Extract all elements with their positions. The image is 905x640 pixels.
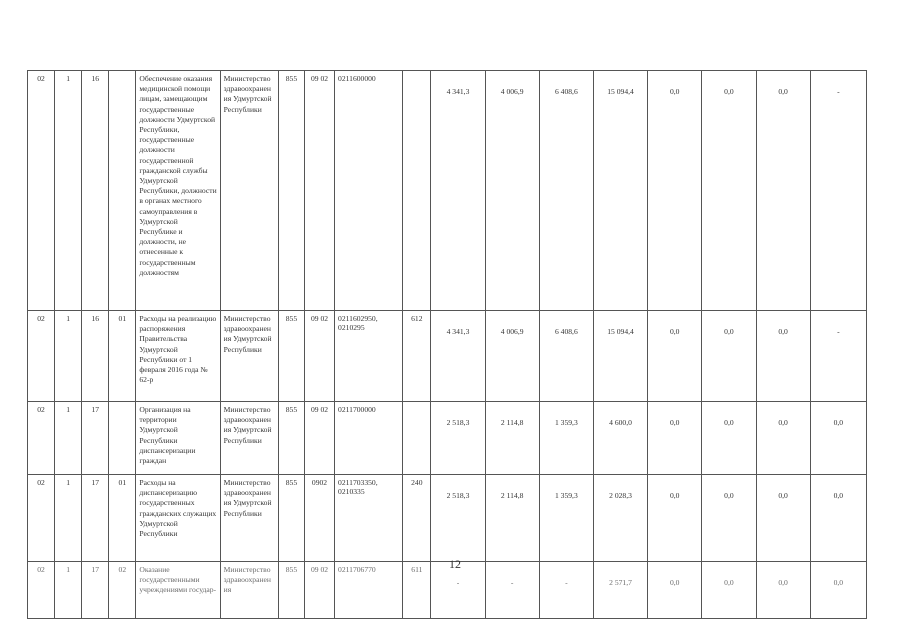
value-5-cell: 0,0 xyxy=(648,311,702,402)
table-row xyxy=(28,475,867,562)
value-2-cell: 2 114,8 xyxy=(485,475,539,562)
code-m-cell: 01 xyxy=(109,311,136,402)
rz-pr-cell: 09 02 xyxy=(304,402,334,475)
value-3-cell: - xyxy=(539,562,593,619)
value-7-cell: 0,0 xyxy=(756,311,810,402)
csr-cell: 0211700000 xyxy=(335,402,403,475)
executor-cell: Министерство здравоохранения Удмуртской Республики xyxy=(220,71,278,311)
grbs-cell: 855 xyxy=(278,71,304,311)
code-pp-cell: 1 xyxy=(55,475,82,562)
value-3-cell: 1 359,3 xyxy=(539,475,593,562)
code-m-cell: 02 xyxy=(109,562,136,619)
csr-cell: 0211602950, 0210295 xyxy=(335,311,403,402)
code-gp-cell: 02 xyxy=(28,562,55,619)
value-8-cell: 0,0 xyxy=(810,562,866,619)
code-om-cell: 17 xyxy=(82,402,109,475)
value-8-cell: 0,0 xyxy=(810,402,866,475)
code-gp-cell: 02 xyxy=(28,71,55,311)
value-6-cell: 0,0 xyxy=(702,402,756,475)
executor-cell: Министерство здравоохранения xyxy=(220,562,278,619)
value-5-cell: 0,0 xyxy=(648,402,702,475)
value-7-cell: 0,0 xyxy=(756,475,810,562)
executor-cell: Министерство здравоохранения Удмуртской Республики xyxy=(220,475,278,562)
code-m-cell xyxy=(109,71,136,311)
csr-cell: 0211706770 xyxy=(335,562,403,619)
value-7-cell: 0,0 xyxy=(756,562,810,619)
value-8-cell: - xyxy=(810,311,866,402)
csr-cell: 0211703350, 0210335 xyxy=(335,475,403,562)
value-4-cell: 4 600,0 xyxy=(593,402,647,475)
rz-pr-cell: 09 02 xyxy=(304,562,334,619)
value-1-cell: 4 341,3 xyxy=(431,71,485,311)
value-5-cell: 0,0 xyxy=(648,475,702,562)
table-row xyxy=(28,311,867,402)
code-om-cell: 17 xyxy=(82,475,109,562)
code-gp-cell: 02 xyxy=(28,311,55,402)
value-1-cell: 4 341,3 xyxy=(431,311,485,402)
code-m-cell: 01 xyxy=(109,475,136,562)
vr-cell: 612 xyxy=(403,311,431,402)
vr-cell: 240 xyxy=(403,475,431,562)
grbs-cell: 855 xyxy=(278,562,304,619)
code-gp-cell: 02 xyxy=(28,402,55,475)
value-6-cell: 0,0 xyxy=(702,71,756,311)
grbs-cell: 855 xyxy=(278,402,304,475)
value-8-cell: - xyxy=(810,71,866,311)
code-pp-cell: 1 xyxy=(55,402,82,475)
rz-pr-cell: 0902 xyxy=(304,475,334,562)
value-7-cell: 0,0 xyxy=(756,71,810,311)
value-5-cell: 0,0 xyxy=(648,71,702,311)
page-number: 12 xyxy=(449,557,461,571)
activity-name-cell: Расходы на диспансеризацию государственных гражданских служащих Удмуртской Республики xyxy=(136,475,220,562)
value-1-cell: - xyxy=(431,562,485,619)
value-1-cell: 2 518,3 xyxy=(431,402,485,475)
code-pp-cell: 1 xyxy=(55,311,82,402)
value-6-cell: 0,0 xyxy=(702,562,756,619)
value-6-cell: 0,0 xyxy=(702,311,756,402)
value-5-cell: 0,0 xyxy=(648,562,702,619)
value-4-cell: 2 571,7 xyxy=(593,562,647,619)
value-2-cell: 4 006,9 xyxy=(485,71,539,311)
value-3-cell: 6 408,6 xyxy=(539,71,593,311)
activity-name-cell: Организация на территории Удмуртской Республики диспансеризации граждан xyxy=(136,402,220,475)
csr-cell: 0211600000 xyxy=(335,71,403,311)
budget-table xyxy=(27,70,867,619)
table-row xyxy=(28,71,867,311)
vr-cell xyxy=(403,402,431,475)
code-m-cell xyxy=(109,402,136,475)
executor-cell: Министерство здравоохранения Удмуртской Республики xyxy=(220,402,278,475)
value-2-cell: 4 006,9 xyxy=(485,311,539,402)
budget-table-container xyxy=(27,70,867,595)
code-gp-cell: 02 xyxy=(28,475,55,562)
rz-pr-cell: 09 02 xyxy=(304,71,334,311)
value-4-cell: 15 094,4 xyxy=(593,71,647,311)
activity-name-cell: Оказание государственными учреждениями государ- xyxy=(136,562,220,619)
value-3-cell: 1 359,3 xyxy=(539,402,593,475)
value-7-cell: 0,0 xyxy=(756,402,810,475)
value-3-cell: 6 408,6 xyxy=(539,311,593,402)
table-row xyxy=(28,402,867,475)
code-om-cell: 17 xyxy=(82,562,109,619)
executor-cell: Министерство здравоохранения Удмуртской Республики xyxy=(220,311,278,402)
value-4-cell: 2 028,3 xyxy=(593,475,647,562)
value-8-cell: 0,0 xyxy=(810,475,866,562)
value-4-cell: 15 094,4 xyxy=(593,311,647,402)
value-2-cell: - xyxy=(485,562,539,619)
code-pp-cell: 1 xyxy=(55,562,82,619)
grbs-cell: 855 xyxy=(278,475,304,562)
vr-cell xyxy=(403,71,431,311)
code-om-cell: 16 xyxy=(82,311,109,402)
vr-cell: 611 xyxy=(403,562,431,619)
value-1-cell: 2 518,3 xyxy=(431,475,485,562)
code-pp-cell: 1 xyxy=(55,71,82,311)
value-6-cell: 0,0 xyxy=(702,475,756,562)
rz-pr-cell: 09 02 xyxy=(304,311,334,402)
code-om-cell: 16 xyxy=(82,71,109,311)
activity-name-cell: Расходы на реализацию распоряжения Правительства Удмуртской Республики от 1 февраля 2016 года № 62-р xyxy=(136,311,220,402)
grbs-cell: 855 xyxy=(278,311,304,402)
activity-name-cell: Обеспечение оказания медицинской помощи лицам, замещающим государственные должности Удмуртской Республики, государственные должности государственной гражданской службы Удмуртской Республики, должности в органах местного самоуправления в Удмуртской Республике и должности, не отнесенные к государственным должностям xyxy=(136,71,220,311)
value-2-cell: 2 114,8 xyxy=(485,402,539,475)
